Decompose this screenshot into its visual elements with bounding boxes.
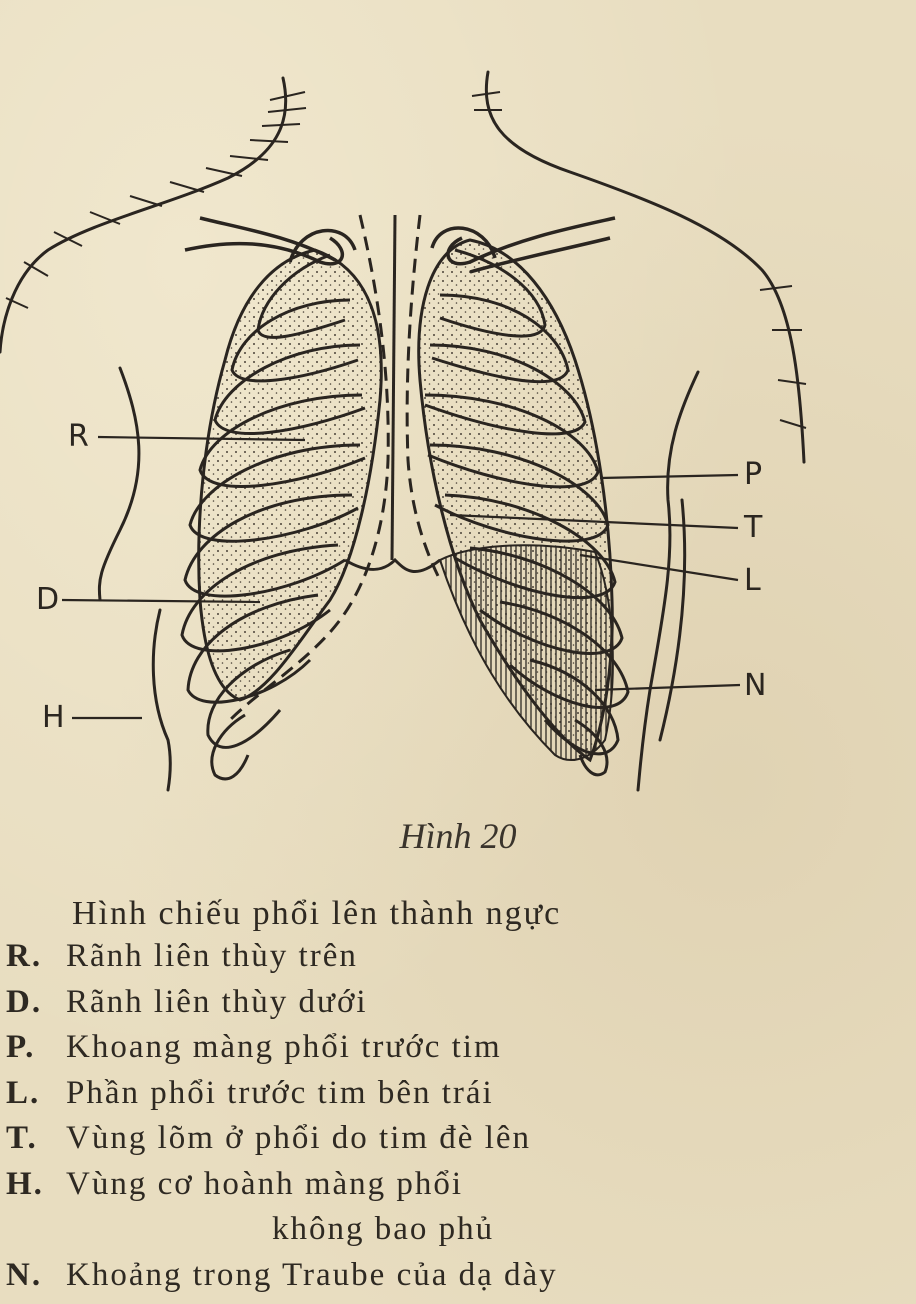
- legend-item: [6, 1075, 558, 1121]
- legend-key: H.: [6, 1165, 44, 1202]
- legend-text: không bao phủ: [272, 1211, 495, 1247]
- leader-lines: [62, 437, 740, 718]
- legend-text: Vùng lõm ở phổi do tim đè lên: [66, 1120, 532, 1156]
- legend-item-continuation: [6, 1211, 558, 1257]
- legend-key: R.: [6, 938, 43, 974]
- label-h: H: [42, 700, 65, 735]
- legend-text: Khoang màng phổi trước tim: [66, 1029, 502, 1065]
- figure-caption: Hình 20: [399, 816, 517, 856]
- legend-item: [6, 1029, 558, 1075]
- label-r: R: [68, 419, 89, 454]
- legend-item: [6, 1120, 558, 1166]
- legend-key: N.: [6, 1256, 43, 1293]
- legend-item: [6, 984, 558, 1030]
- legend-item: [6, 1166, 558, 1212]
- left-flank-outline: [153, 610, 170, 790]
- legend-text: Khoảng trong Traube của dạ dày: [66, 1256, 558, 1293]
- legend-title: Hình chiếu phổi lên thành ngực: [72, 895, 562, 932]
- legend-key: D.: [6, 983, 43, 1020]
- legend-key: T.: [6, 1120, 38, 1156]
- legend-key: P.: [6, 1029, 36, 1065]
- legend-text: Phần phổi trước tim bên trái: [66, 1074, 494, 1111]
- legend-key: L.: [6, 1074, 41, 1111]
- left-arm-outline: [99, 368, 139, 600]
- label-d: D: [36, 582, 60, 617]
- legend-text: Rãnh liên thùy dưới: [66, 983, 368, 1020]
- right-arm-outline: [638, 372, 698, 790]
- shoulder-hatching: [6, 92, 806, 428]
- right-flank-outline: [660, 500, 685, 740]
- clavicles: [185, 218, 615, 272]
- legend-list: [6, 938, 558, 1302]
- label-t: T: [744, 510, 763, 545]
- legend-text: Rãnh liên thùy trên: [66, 938, 358, 974]
- legend-item: [6, 938, 558, 984]
- legend-item: [6, 1257, 558, 1303]
- label-n: N: [744, 668, 767, 703]
- legend-text: Vùng cơ hoành màng phổi: [66, 1165, 464, 1202]
- label-p: P: [744, 457, 763, 492]
- label-l: L: [744, 563, 761, 598]
